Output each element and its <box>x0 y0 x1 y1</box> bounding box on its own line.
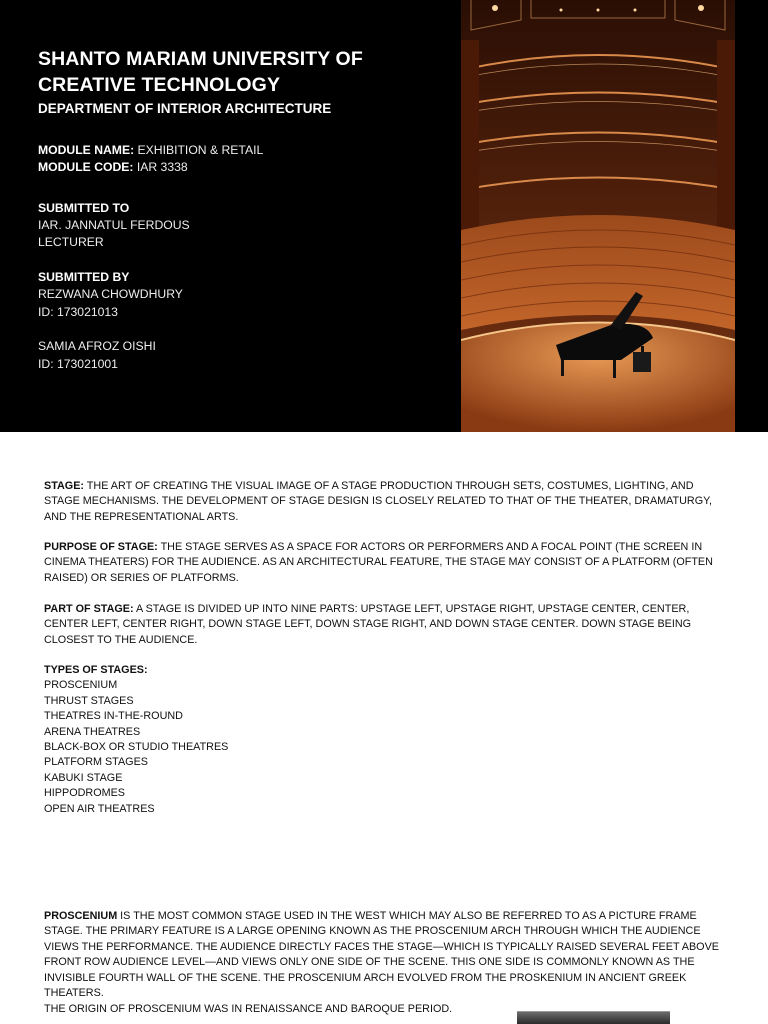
types-heading: TYPES OF STAGES: <box>44 664 148 676</box>
module-name-line <box>38 142 263 159</box>
stage-paragraph <box>44 479 728 525</box>
stage-label: STAGE: <box>44 480 84 492</box>
list-item: OPEN AIR THEATRES <box>44 802 155 815</box>
list-item: PLATFORM STAGES <box>44 756 148 769</box>
student-id: ID: 173021013 <box>38 305 118 319</box>
lecturer-name: IAR. JANNATUL FERDOUS <box>38 218 190 232</box>
parts-text: A STAGE IS DIVIDED UP INTO NINE PARTS: UPSTAGE LEFT, UPSTAGE RIGHT, UPSTAGE CENTER, CENTER, CENTER LEFT, CENTER RIGHT, DOWN STAGE LEFT, DOWN STAGE RIGHT, AND DOWN STAGE CENTER. DOWN STAGE BEING CLOSEST TO THE AUDIENCE. <box>44 603 692 646</box>
student-name: REZWANA CHOWDHURY <box>38 287 183 301</box>
proscenium-text: IS THE MOST COMMON STAGE USED IN THE WEST WHICH MAY ALSO BE REFERRED TO AS A PICTURE FRAME STAGE. THE PRIMARY FEATURE IS A LARGE OPENING KNOWN AS THE PROSCENIUM ARCH THROUGH WHICH THE AUDIENCE VIEWS THE PERFORMANCE. THE AUDIENCE DIRECTLY FACES THE STAGE—WHICH IS TYPICALLY RAISED SEVERAL FEET ABOVE FRONT ROW AUDIENCE LEVEL—AND VIEWS ONLY ONE SIDE OF THE SCENE. THIS ONE SIDE IS COMMONLY KNOWN AS THE INVISIBLE FOURTH WALL OF THE SCENE. THE PROSCENIUM ARCH EVOLVED FROM THE PROSKENIUM IN ANCIENT GREEK THEATERS. <box>44 910 719 1000</box>
module-code-value: IAR 3338 <box>136 160 188 174</box>
module-name-value: EXHIBITION & RETAIL <box>137 143 264 157</box>
module-code-line <box>38 159 188 176</box>
purpose-paragraph <box>44 540 728 586</box>
list-item: BLACK-BOX OR STUDIO THEATRES <box>44 741 229 754</box>
purpose-text: THE STAGE SERVES AS A SPACE FOR ACTORS OR PERFORMERS AND A FOCAL POINT (THE SCREEN IN CINEMA THEATERS) FOR THE AUDIENCE. AS AN ARCHITECTURAL FEATURE, THE STAGE MAY CONSIST OF A PLATFORM (OFTEN RAISED) OR SERIES OF PLATFORMS. <box>44 541 713 584</box>
proscenium-label: PROSCENIUM <box>44 910 118 922</box>
parts-label: PART OF STAGE: <box>44 603 134 615</box>
purpose-label: PURPOSE OF STAGE: <box>44 541 158 553</box>
origin-paragraph: THE ORIGIN OF PROSCENIUM WAS IN RENAISSANCE AND BAROQUE PERIOD. <box>44 1003 453 1015</box>
stage-types-list <box>44 663 228 817</box>
parts-paragraph <box>44 602 728 648</box>
proscenium-image <box>517 1011 670 1024</box>
list-item: HIPPODROMES <box>44 787 125 800</box>
list-item: PROSCENIUM <box>44 679 118 692</box>
department-title: DEPARTMENT OF INTERIOR ARCHITECTURE <box>38 101 332 116</box>
university-title: SHANTO MARIAM UNIVERSITY OF CREATIVE TECHNOLOGY <box>38 48 363 96</box>
list-item: KABUKI STAGE <box>44 771 123 784</box>
auditorium-photo <box>461 0 735 432</box>
list-item: THRUST STAGES <box>44 694 134 707</box>
lecturer-role: LECTURER <box>38 235 104 249</box>
list-item: ARENA THEATRES <box>44 725 141 738</box>
list-item: THEATRES IN-THE-ROUND <box>44 710 183 723</box>
module-name-label: MODULE NAME: <box>38 143 135 157</box>
concert-hall-illustration <box>461 0 735 432</box>
proscenium-paragraph <box>44 909 728 1001</box>
submitted-by-label: SUBMITTED BY <box>38 270 130 284</box>
submitted-to-label: SUBMITTED TO <box>38 201 130 215</box>
student-name: SAMIA AFROZ OISHI <box>38 339 156 353</box>
module-code-label: MODULE CODE: <box>38 160 134 174</box>
stage-text: THE ART OF CREATING THE VISUAL IMAGE OF A STAGE PRODUCTION THROUGH SETS, COSTUMES, LIGHTING, AND STAGE MECHANISMS. THE DEVELOPMENT OF STAGE DESIGN IS CLOSELY RELATED TO THAT OF THE THEATER, DRAMATURGY, AND THE REPRESENTATIONAL ARTS. <box>44 480 712 523</box>
student-id: ID: 173021001 <box>38 357 118 371</box>
